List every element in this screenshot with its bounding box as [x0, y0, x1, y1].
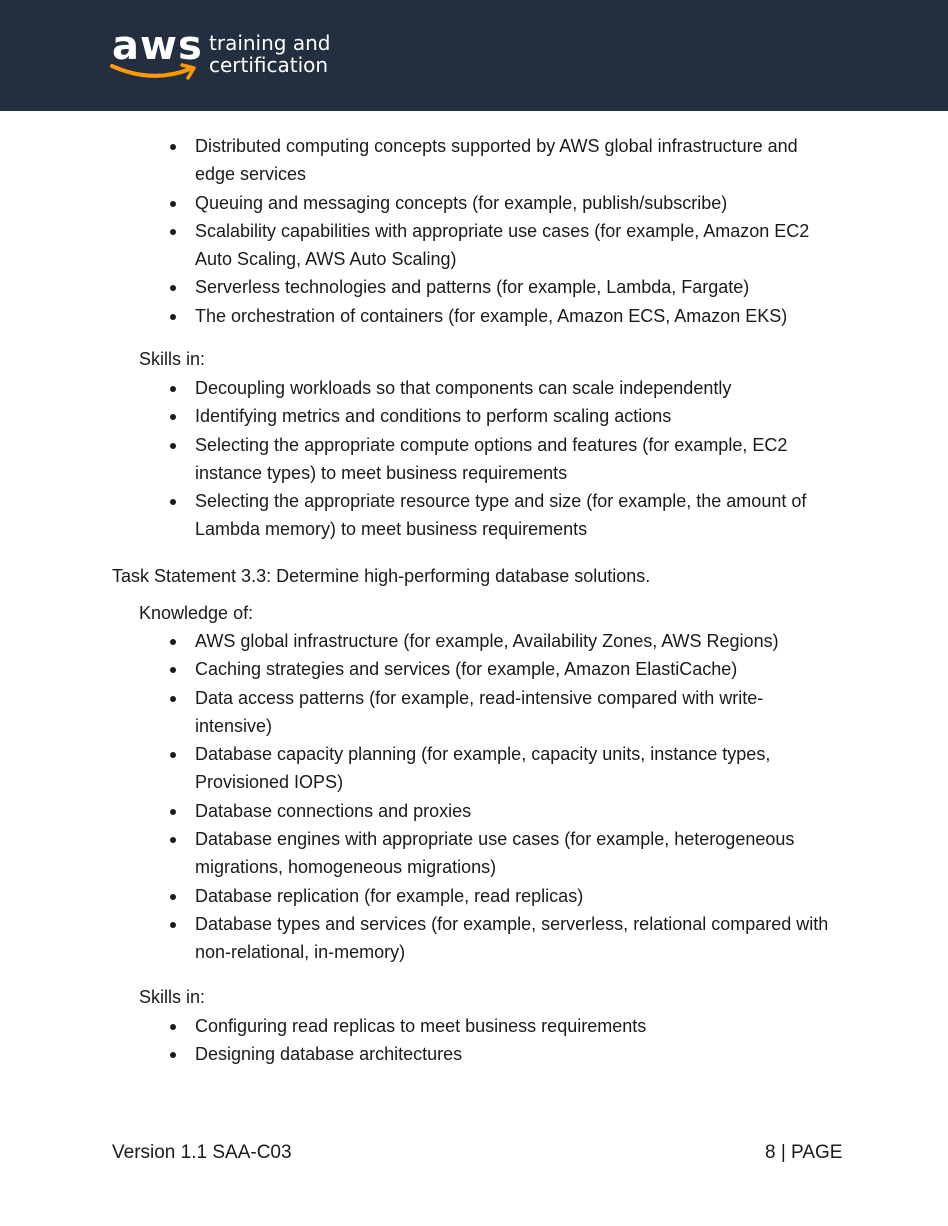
list-item: Queuing and messaging concepts (for example, publish/subscribe) — [0, 189, 948, 217]
footer-page-number: 8 | PAGE — [765, 1142, 843, 1163]
list-item: Database engines with appropriate use cases (for example, heterogeneous migrations, homogeneous migrations) — [0, 825, 948, 882]
bullet-icon — [170, 499, 176, 505]
knowledge-list-1 — [0, 132, 948, 330]
list-item: Distributed computing concepts supported by AWS global infrastructure and edge services — [0, 132, 948, 189]
logo-caption — [209, 32, 330, 76]
bullet-icon — [170, 752, 176, 758]
bullet-icon — [170, 696, 176, 702]
bullet-icon — [170, 144, 176, 150]
bullet-icon — [170, 285, 176, 291]
logo-caption-line1: training and — [209, 31, 331, 55]
skills-list-1 — [0, 374, 948, 544]
bullet-icon — [170, 201, 176, 207]
list-item: Database capacity planning (for example, capacity units, instance types, Provisioned IOPS) — [0, 740, 948, 797]
list-item: Serverless technologies and patterns (for example, Lambda, Fargate) — [0, 273, 948, 301]
logo-caption-line2: certification — [209, 53, 329, 77]
list-item: Database replication (for example, read replicas) — [0, 882, 948, 910]
bullet-icon — [170, 667, 176, 673]
list-item: Scalability capabilities with appropriate use cases (for example, Amazon EC2 Auto Scaling, AWS Auto Scaling) — [0, 217, 948, 274]
list-item: The orchestration of containers (for example, Amazon ECS, Amazon EKS) — [0, 302, 948, 330]
list-item: Database types and services (for example, serverless, relational compared with non-relational, in-memory) — [0, 910, 948, 967]
list-item: Designing database architectures — [0, 1040, 948, 1068]
bullet-icon — [170, 443, 176, 449]
footer-version: Version 1.1 SAA-C03 — [112, 1142, 292, 1163]
skills-heading-1: Skills in: — [139, 349, 206, 369]
bullet-icon — [170, 414, 176, 420]
aws-smile-logo-icon — [108, 62, 200, 84]
knowledge-heading-2: Knowledge of: — [139, 603, 254, 623]
bullet-icon — [170, 1052, 176, 1058]
bullet-icon — [170, 1024, 176, 1030]
list-item: AWS global infrastructure (for example, Availability Zones, AWS Regions) — [0, 627, 948, 655]
list-item: Database connections and proxies — [0, 797, 948, 825]
bullet-icon — [170, 809, 176, 815]
list-item: Configuring read replicas to meet business requirements — [0, 1012, 948, 1040]
bullet-icon — [170, 837, 176, 843]
list-item: Identifying metrics and conditions to perform scaling actions — [0, 402, 948, 430]
task-statement-heading: Task Statement 3.3: Determine high-performing database solutions. — [112, 566, 651, 586]
knowledge-list-2 — [0, 627, 948, 967]
skills-list-2 — [0, 1012, 948, 1069]
list-item: Selecting the appropriate resource type and size (for example, the amount of Lambda memory) to meet business requirements — [0, 487, 948, 544]
bullet-icon — [170, 386, 176, 392]
bullet-icon — [170, 229, 176, 235]
bullet-icon — [170, 894, 176, 900]
page-header — [0, 0, 948, 111]
skills-heading-2: Skills in: — [139, 987, 206, 1007]
bullet-icon — [170, 639, 176, 645]
list-item: Selecting the appropriate compute options and features (for example, EC2 instance types) to meet business requirements — [0, 431, 948, 488]
bullet-icon — [170, 922, 176, 928]
bullet-icon — [170, 314, 176, 320]
list-item: Caching strategies and services (for example, Amazon ElastiCache) — [0, 655, 948, 683]
list-item: Data access patterns (for example, read-intensive compared with write-intensive) — [0, 684, 948, 741]
list-item: Decoupling workloads so that components can scale independently — [0, 374, 948, 402]
aws-logo: aws — [112, 23, 203, 69]
